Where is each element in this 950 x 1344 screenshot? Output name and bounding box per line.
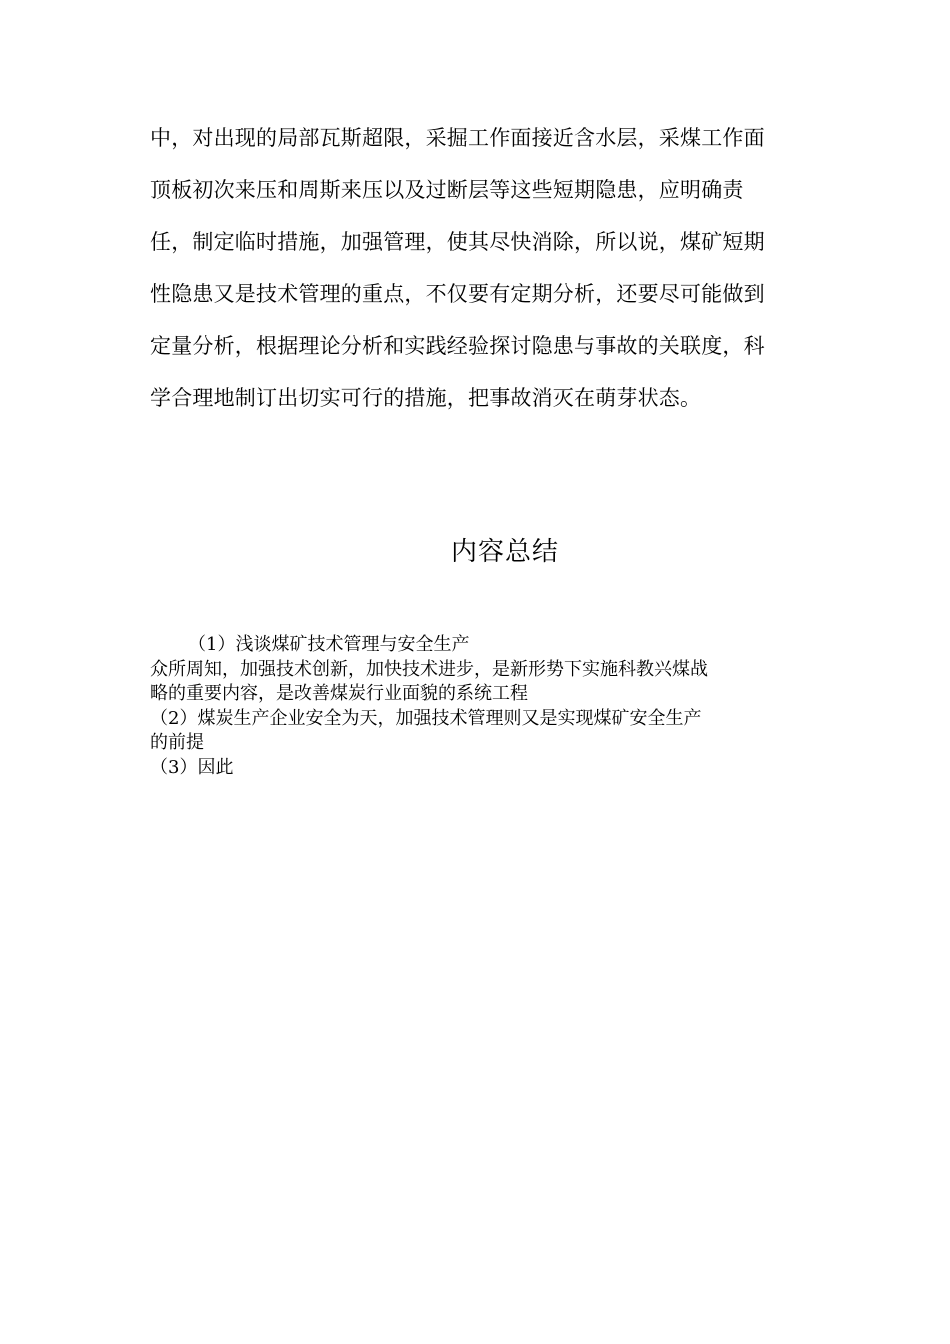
paragraph-line: 中，对出现的局部瓦斯超限，采掘工作面接近含水层，采煤工作面	[150, 126, 765, 150]
paragraph-line: 定量分析，根据理论分析和实践经验探讨隐患与事故的关联度，科	[150, 334, 765, 358]
summary-line: 的前提	[150, 732, 204, 753]
paragraph-line: 任，制定临时措施，加强管理，使其尽快消除，所以说，煤矿短期	[150, 230, 765, 254]
summary-line: 众所周知，加强技术创新，加快技术进步，是新形势下实施科教兴煤战	[150, 658, 708, 680]
summary-title: 内容总结	[450, 537, 559, 567]
paragraph-line: 学合理地制订出切实可行的措施，把事故消灭在萌芽状态。	[150, 386, 702, 410]
summary-line: （2）煤炭生产企业安全为天，加强技术管理则又是实现煤矿安全生产	[150, 707, 702, 729]
paragraph-line: 性隐患又是技术管理的重点，不仅要有定期分析，还要尽可能做到	[150, 282, 765, 306]
summary-line: 略的重要内容，是改善煤炭行业面貌的系统工程	[150, 683, 528, 704]
summary-body	[150, 633, 810, 780]
summary-line: （3）因此	[150, 756, 234, 778]
body-paragraph	[150, 116, 802, 420]
summary-line: （1）浅谈煤矿技术管理与安全生产	[188, 634, 470, 655]
paragraph-line: 顶板初次来压和周斯来压以及过断层等这些短期隐患，应明确责	[150, 178, 744, 202]
